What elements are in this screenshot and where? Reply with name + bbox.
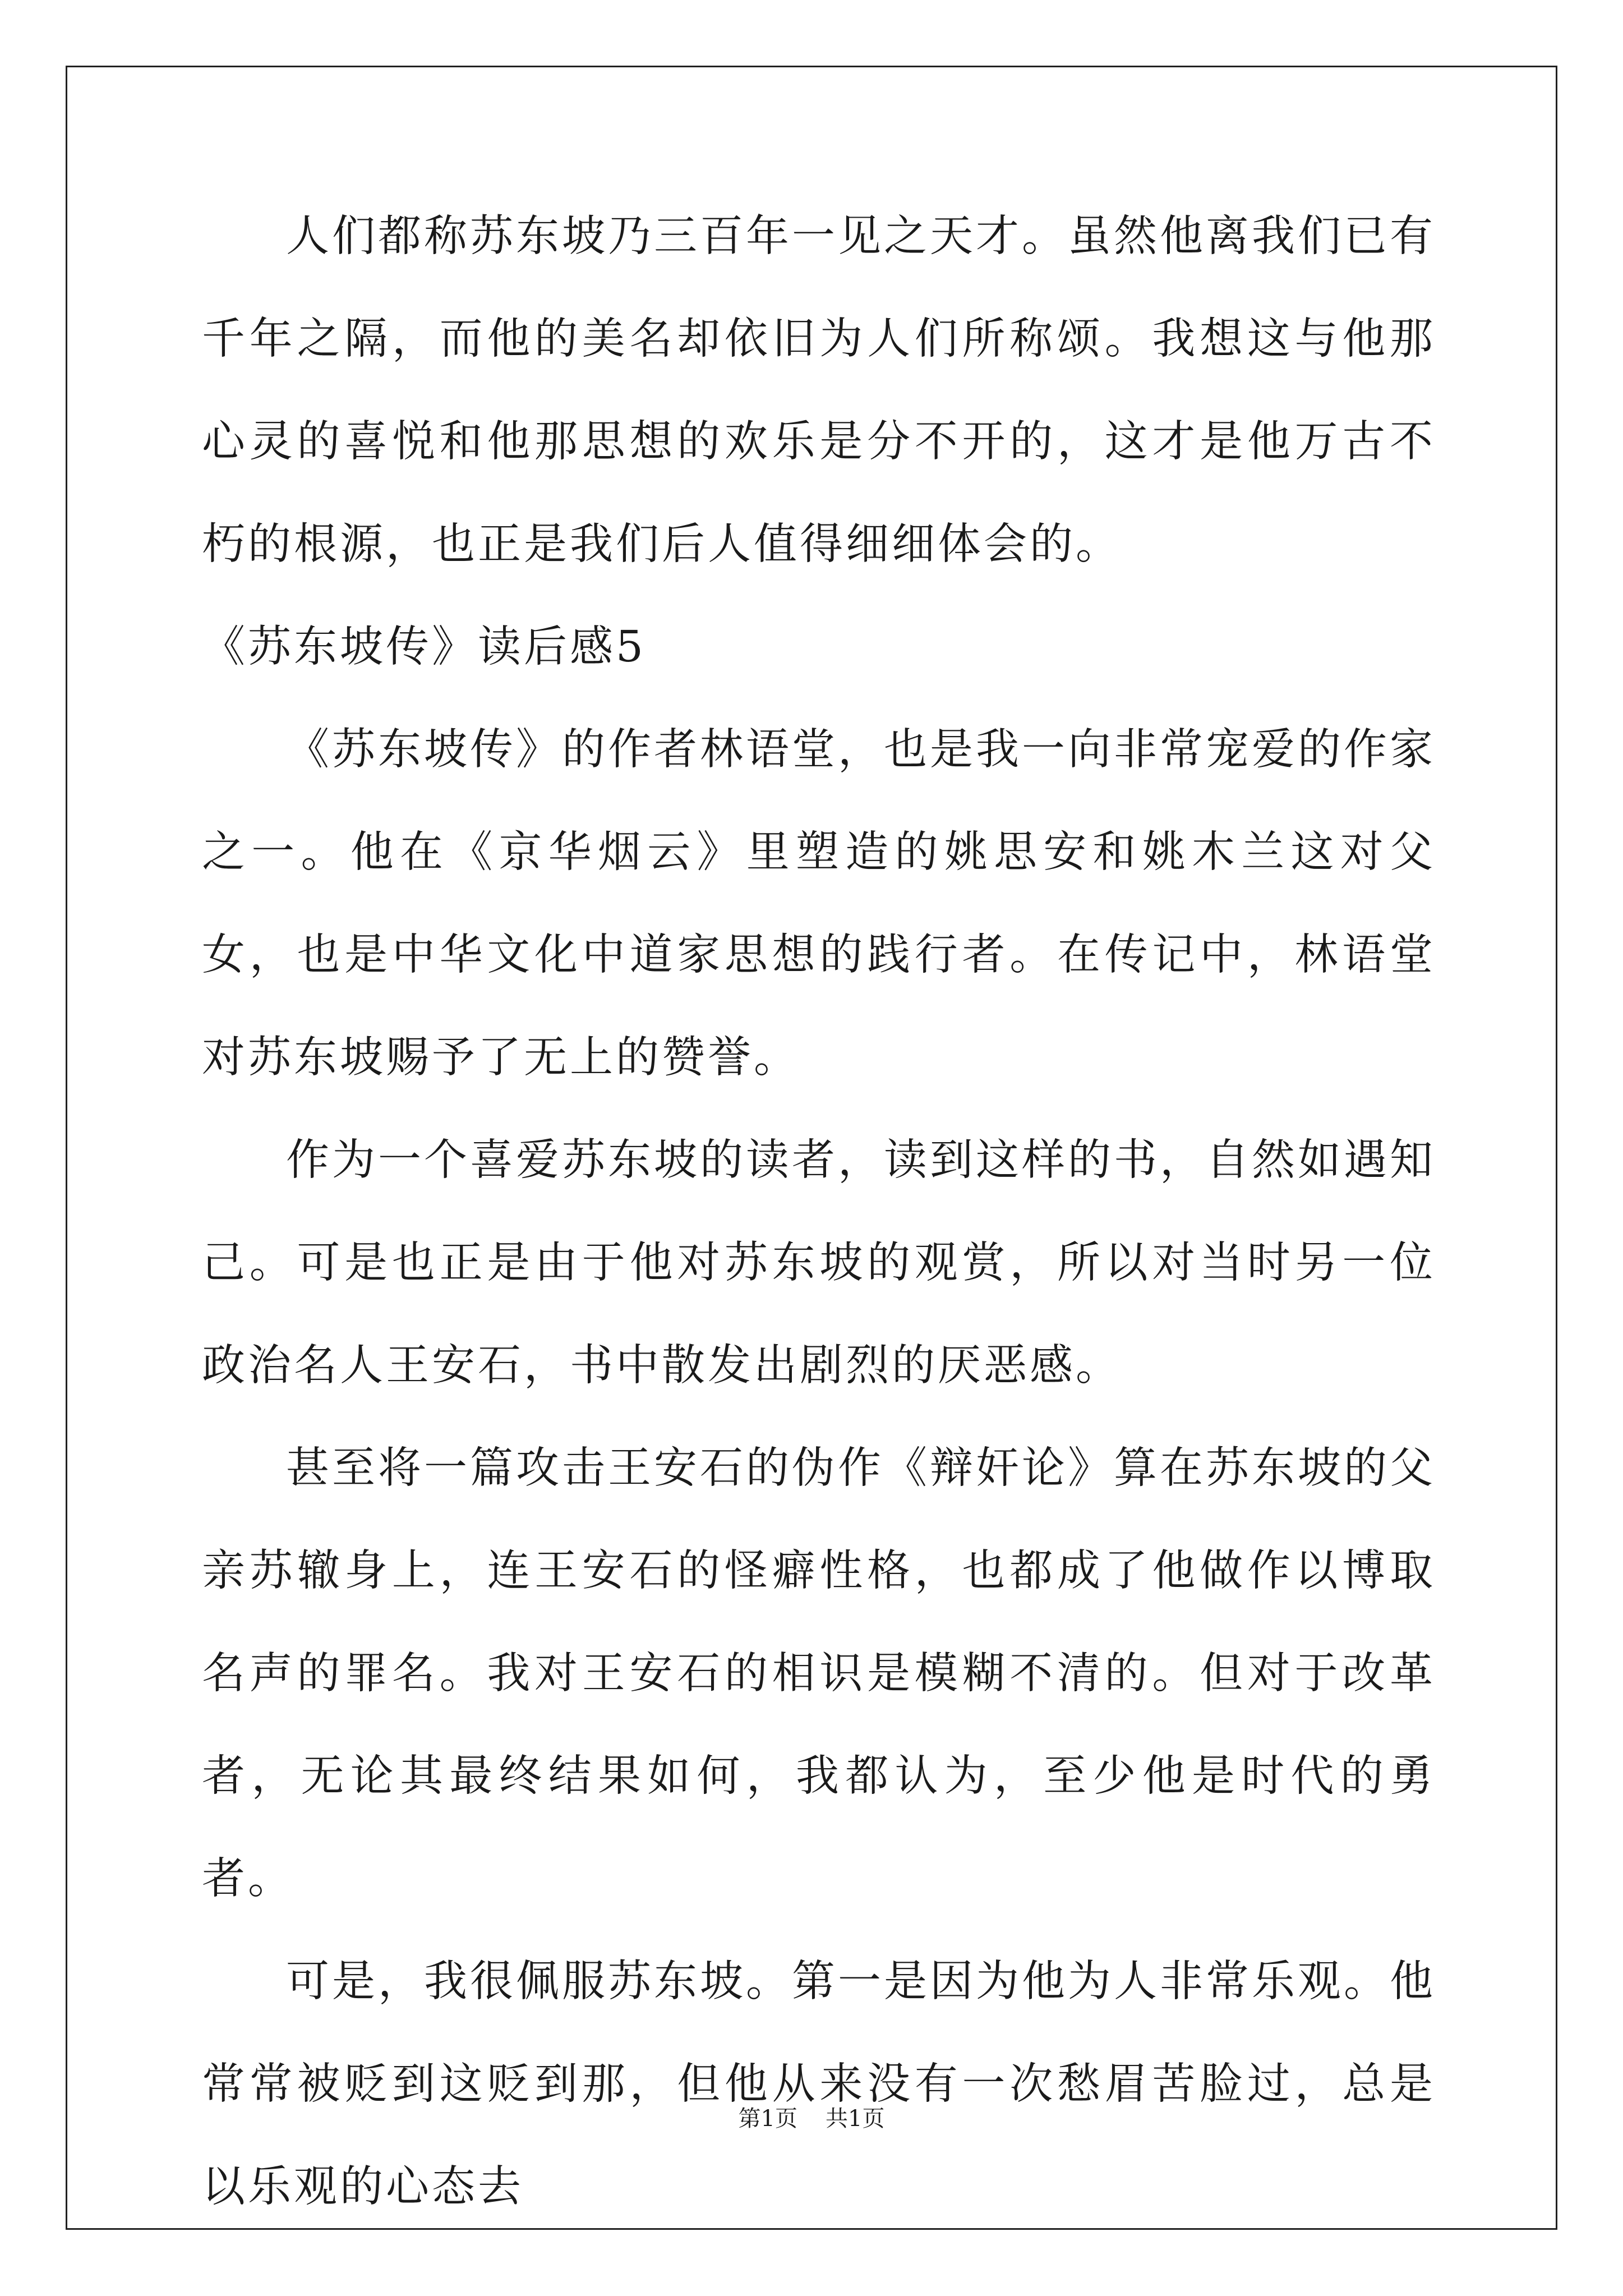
page-total: 共1页 (826, 2106, 885, 2132)
paragraph-4: 甚至将一篇攻击王安石的伪作《辩奸论》算在苏东坡的父亲苏辙身上，连王安石的怪癖性格，也都成了他做作以博取名声的罪名。我对王安石的相识是模糊不清的。但对于改革者，无论其最终结果如何，我都认为，至少他是时代的勇者。 (202, 1443, 1436, 1904)
paragraph-1: 人们都称苏东坡乃三百年一见之天才。虽然他离我们已有千年之隔，而他的美名却依旧为人们所称颂。我想这与他那心灵的喜悦和他那思想的欢乐是分不开的，这才是他万古不朽的根源，也正是我们后人值得细细体会的。 (202, 211, 1436, 569)
paragraph-3: 作为一个喜爱苏东坡的读者，读到这样的书，自然如遇知己。可是也正是由于他对苏东坡的观赏，所以对当时另一位政治名人王安石，书中散发出剧烈的厌恶感。 (202, 1135, 1436, 1391)
paragraph-2: 《苏东坡传》的作者林语堂，也是我一向非常宠爱的作家之一。他在《京华烟云》里塑造的姚思安和姚木兰这对父女，也是中华文化中道家思想的践行者。在传记中，林语堂对苏东坡赐予了无上的赞誉。 (202, 725, 1436, 1083)
paragraph-5: 可是，我很佩服苏东坡。第一是因为他为人非常乐观。他常常被贬到这贬到那，但他从来没有一次愁眉苦脸过，总是以乐观的心态去 (202, 1957, 1436, 2212)
page-footer (0, 2101, 1623, 2133)
document-body (202, 185, 1436, 2238)
section-heading: 《苏东坡传》读后感5 (202, 622, 646, 672)
page-number: 第1页 (738, 2106, 797, 2132)
